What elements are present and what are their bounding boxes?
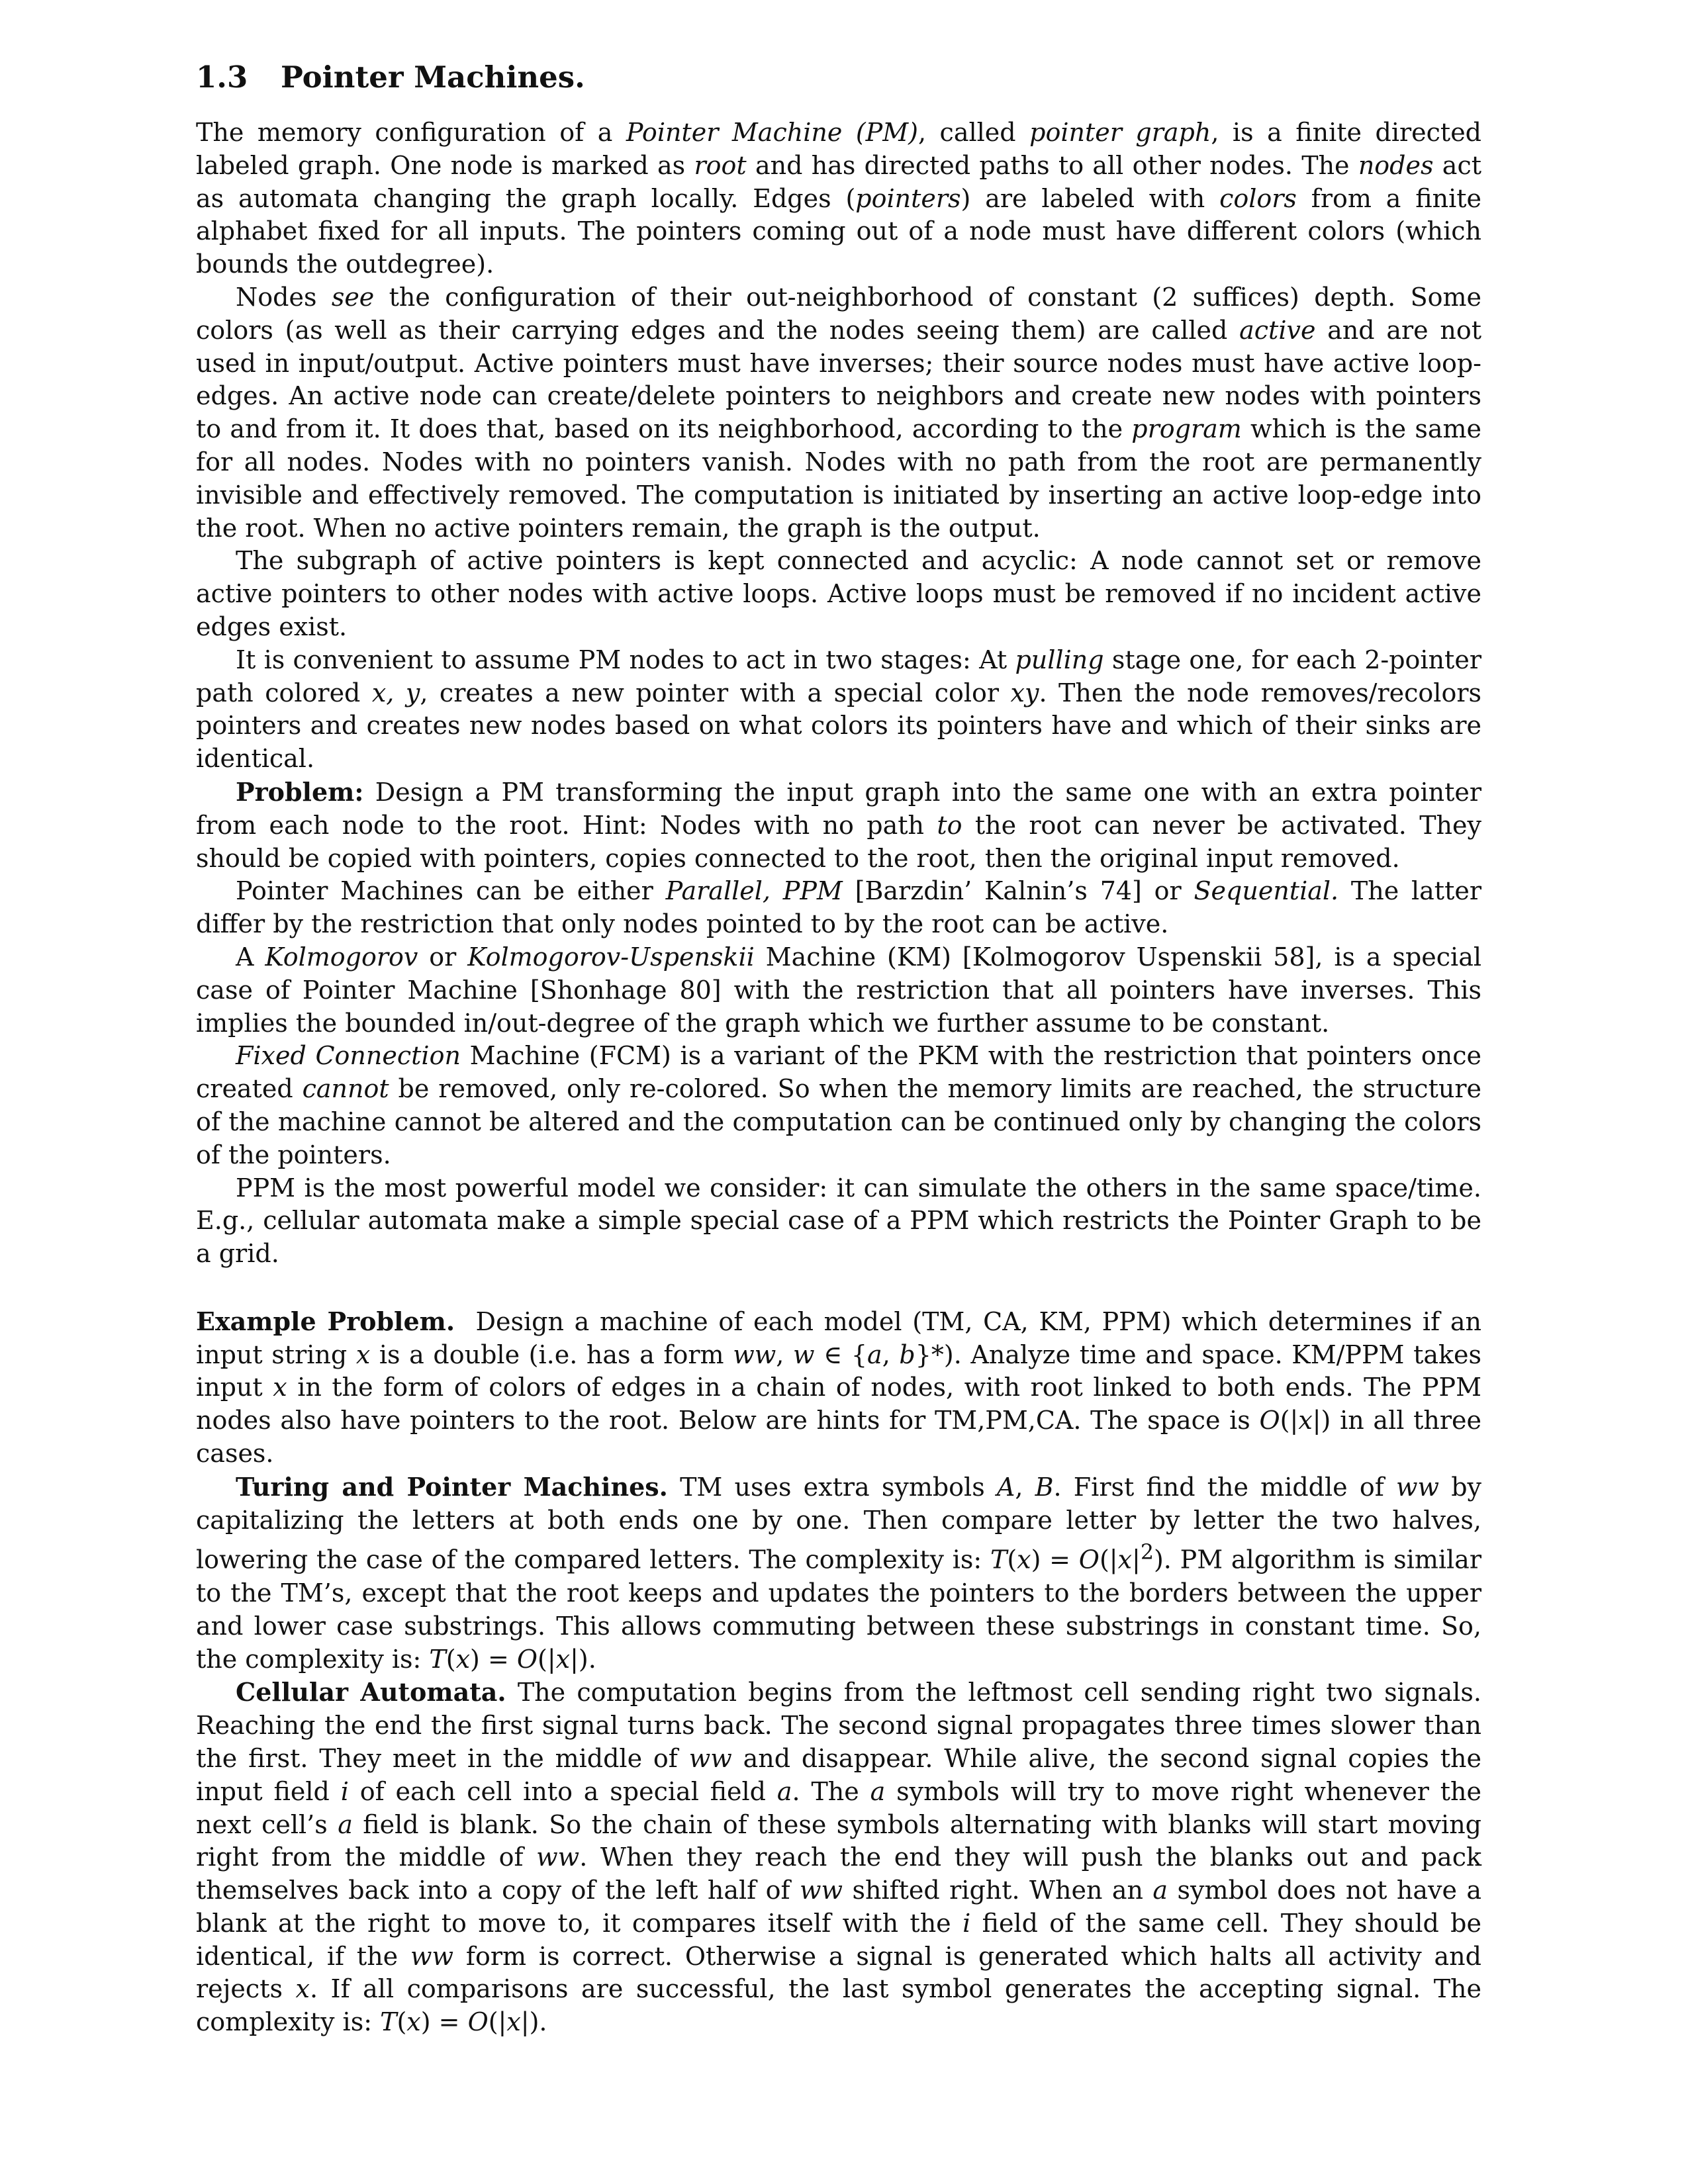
paragraph-problem: Problem: Design a PM transforming the input graph into the same one with an extra pointer from each node to the root. Hint: Nodes with no path to the root can never be activated. They should be copied with pointers, copies connected to the root, then the original input removed.	[196, 776, 1481, 873]
section-title: Pointer Machines.	[281, 60, 585, 95]
paragraph-kolmogorov-machine: A Kolmogorov or Kolmogorov-Uspenskii Machine (KM) [Kolmogorov Uspenskii 58], is a special case of Pointer Machine [Shonhage 80] with the restriction that all pointers have inverses. This implies the bounded in/out-degree of the graph which we further assume to be constant.	[196, 942, 1482, 1038]
paragraph-active-subgraph: The subgraph of active pointers is kept connected and acyclic: A node cannot set or remove active pointers to other nodes with active loops. Active loops must be removed if no incident active edges exist.	[196, 546, 1481, 641]
paragraph-pointer-machine-definition: The memory configuration of a Pointer Machine (PM), called pointer graph, is a finite directed labeled graph. One node is marked as root and has directed paths to all other nodes. The nodes act as automata changing the graph locally. Edges (pointers) are labeled with colors from a finite alphabet fixed for all inputs. The pointers coming out of a node must have different colors (which bounds the outdegree).	[196, 118, 1482, 279]
paragraph-gap	[196, 1271, 1481, 1305]
paragraph-two-stages: It is convenient to assume PM nodes to act in two stages: At pulling stage one, for each 2-pointer path colored x, y, creates a new pointer with a special color xy. Then the node removes/recolors pointers and creates new nodes based on what colors its pointers have and which of their sinks are identical.	[196, 645, 1481, 774]
section-number: 1.3	[196, 60, 248, 95]
paragraph-example-problem: Example Problem. Design a machine of each model (TM, CA, KM, PPM) which determines if an input string x is a double (i.e. has a form ww, w ∈ {a, b}*). Analyze time and space. KM/PPM takes input x in the form of colors of edges in a chain of nodes, with root linked to both ends. The PPM nodes also have pointers to the root. Below are hints for TM,PM,CA. The space is O(|x|) in all three cases.	[196, 1306, 1482, 1469]
document-page	[196, 60, 1481, 2039]
paragraph-node-behavior: Nodes see the configuration of their out-neighborhood of constant (2 suffices) depth. Some colors (as well as their carrying edges and the nodes seeing them) are called active and are not used in input/output. Active pointers must have inverses; their source nodes must have active loop-edges. An active node can create/delete pointers to neighbors and create new nodes with pointers to and from it. It does that, based on its neighborhood, according to the program which is the same for all nodes. Nodes with no pointers vanish. Nodes with no path from the root are permanently invisible and effectively removed. The computation is initiated by inserting an active loop-edge into the root. When no active pointers remain, the graph is the output.	[196, 282, 1482, 543]
paragraph-parallel-sequential: Pointer Machines can be either Parallel, PPM [Barzdin’ Kalnin’s 74] or Sequential. The latter differ by the restriction that only nodes pointed to by the root can be active.	[196, 876, 1482, 939]
paragraph-turing-pointer-machines: Turing and Pointer Machines. TM uses extra symbols A, B. First find the middle of ww by capitalizing the letters at both ends one by one. Then compare letter by letter the two halves, lowering the case of the compared letters. The complexity is: $T(x) = O(|x|^2)$. PM algorithm is similar to the TM’s, except that the root keeps and updates the pointers to the borders between the upper and lower case substrings. This allows commuting between these substrings in constant time. So, the complexity is: T(x) = O(|x|).	[196, 1471, 1481, 1674]
paragraph-ppm-power: PPM is the most powerful model we consider: it can simulate the others in the same space/time. E.g., cellular automata make a simple special case of a PPM which restricts the Pointer Graph to be a grid.	[196, 1173, 1481, 1269]
paragraph-fixed-connection: Fixed Connection Machine (FCM) is a variant of the PKM with the restriction that pointers once created cannot be removed, only re-colored. So when the memory limits are reached, the structure of the machine cannot be altered and the computation can be continued only by changing the colors of the pointers.	[196, 1041, 1481, 1169]
section-heading	[196, 60, 1481, 95]
paragraph-cellular-automata: Cellular Automata. The computation begins from the leftmost cell sending right two signals. Reaching the end the first signal turns back. The second signal propagates three times slower than the first. They meet in the middle of ww and disappear. While alive, the second signal copies the input field i of each cell into a special field a. The a symbols will try to move right whenever the next cell’s a field is blank. So the chain of these symbols alternating with blanks will start moving right from the middle of ww. When they reach the end they will push the blanks out and pack themselves back into a copy of the left half of ww shifted right. When an a symbol does not have a blank at the right to move to, it compares itself with the i field of the same cell. They should be identical, if the ww form is correct. Otherwise a signal is generated which halts all activity and rejects x. If all comparisons are successful, the last symbol generates the accepting signal. The complexity is: T(x) = O(|x|).	[196, 1677, 1482, 2037]
